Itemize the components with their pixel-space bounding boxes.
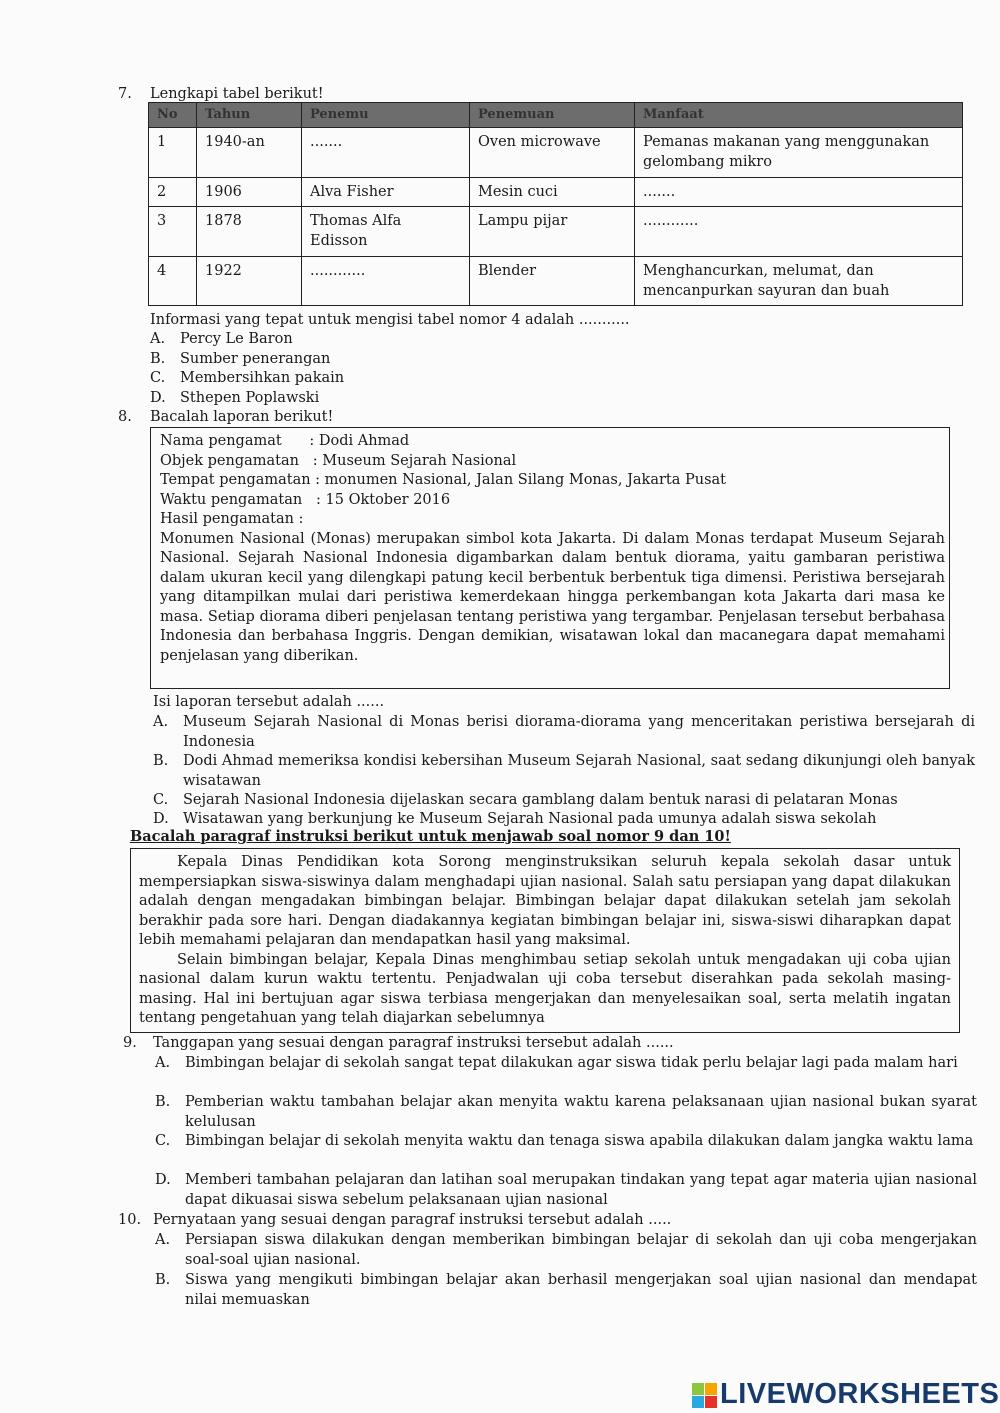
option-b[interactable]: B. Pemberian waktu tambahan belajar akan menyita waktu karena pelaksanaan ujian nasional bukan syarat kelulusan: [155, 1094, 977, 1130]
q8-number: 8.: [118, 409, 132, 425]
cell: .......: [302, 128, 470, 178]
report-line: Tempat pengamatan : monumen Nasional, Jalan Silang Monas, Jakarta Pusat: [160, 472, 726, 488]
table-row: [149, 178, 963, 207]
option-d[interactable]: D. Wisatawan yang berkunjung ke Museum Sejarah Nasional pada umunya adalah siswa sekolah: [153, 811, 877, 827]
header-tahun: Tahun: [197, 103, 302, 128]
header-penemu: Penemu: [302, 103, 470, 128]
option-b[interactable]: B. Dodi Ahmad memeriksa kondisi kebersihan Museum Sejarah Nasional, saat sedang dikunjungi oleh banyak wisatawan: [153, 753, 975, 789]
option-c[interactable]: C. Membersihkan pakain: [150, 370, 345, 386]
q7-instruction: Lengkapi tabel berikut!: [150, 86, 324, 102]
logo-icon: [692, 1383, 717, 1408]
cell: 1906: [197, 178, 302, 207]
cell: Thomas Alfa Edisson: [302, 207, 470, 257]
table-row: [149, 257, 963, 306]
report-box: [150, 427, 950, 689]
q9-number: 9.: [123, 1035, 137, 1051]
option-b[interactable]: B. Sumber penerangan: [150, 350, 331, 367]
q8-instruction: Bacalah laporan berikut!: [150, 409, 334, 425]
cell: ............: [635, 207, 963, 257]
table-row: [149, 207, 963, 257]
cell: 1878: [197, 207, 302, 257]
option-d[interactable]: D. Sthepen Poplawski: [150, 389, 320, 406]
option-b[interactable]: B. Siswa yang mengikuti bimbingan belajar akan berhasil mengerjakan soal ujian nasional dan mendapat nilai memuaskan: [155, 1272, 977, 1308]
cell: 1: [149, 128, 197, 178]
cell: 1940-an: [197, 128, 302, 178]
q7-number: 7.: [118, 86, 132, 102]
cell: ............: [302, 257, 470, 306]
cell: Mesin cuci: [470, 178, 635, 207]
cell: Oven microwave: [470, 128, 635, 178]
option-a[interactable]: A. Bimbingan belajar di sekolah sangat tepat dilakukan agar siswa tidak perlu belajar lagi pada malam hari: [155, 1055, 958, 1071]
cell: Lampu pijar: [470, 207, 635, 257]
q9-question: Tanggapan yang sesuai dengan paragraf instruksi tersebut adalah ......: [153, 1035, 674, 1051]
inventions-table: [148, 102, 963, 306]
option-d[interactable]: D. Memberi tambahan pelajaran dan latihan soal merupakan tindakan yang tepat agar materia ujian nasional dapat dikuasai siswa sebelum pelaksanaan ujian nasional: [155, 1172, 977, 1208]
option-c[interactable]: C. Sejarah Nasional Indonesia dijelaskan secara gamblang dalam bentuk narasi di pelataran Monas: [153, 792, 898, 808]
cell: Alva Fisher: [302, 178, 470, 207]
report-line: Objek pengamatan : Museum Sejarah Nasional: [160, 452, 517, 469]
header-penemuan: Penemuan: [470, 103, 635, 128]
passage-paragraph-1: Kepala Dinas Pendidikan kota Sorong menginstruksikan seluruh kepala sekolah dasar untuk mempersiapkan siswa-siswinya dalam menghadapi ujian nasional. Salah satu persiapan yang dapat dilakukan adalah dengan mengadakan bimbingan belajar. Bimbingan belajar dapat dilakukan setelah jam sekolah berakhir pada sore hari. Dengan diadakannya kegiatan bimbingan belajar ini, siswa-siswi diharapkan dapat lebih memahami pelajaran dan mendapatkan hasil yang maksimal.: [139, 854, 951, 948]
passage-heading: Bacalah paragraf instruksi berikut untuk menjawab soal nomor 9 dan 10!: [130, 828, 731, 845]
cell: 1922: [197, 257, 302, 306]
q10-number: 10.: [118, 1212, 142, 1228]
table-row: [149, 128, 963, 178]
liveworksheets-logo: [692, 1378, 999, 1411]
passage-paragraph-2: Selain bimbingan belajar, Kepala Dinas menghimbau setiap sekolah untuk mengadakan uji coba ujian nasional dalam kurun waktu tertentu. Penjadwalan uji coba tersebut diserahkan pada sekolah masing-masing. Hal ini bertujuan agar siswa terbiasa mengerjakan dan menyelesaikan soal, serta melatih ingatan tentang pengetahuan yang telah diajarkan sebelumnya: [139, 951, 951, 1026]
q10-question: Pernyataan yang sesuai dengan paragraf instruksi tersebut adalah .....: [153, 1212, 672, 1228]
option-a[interactable]: A. Museum Sejarah Nasional di Monas berisi diorama-diorama yang menceritakan peristiwa bersejarah di Indonesia: [153, 714, 975, 750]
table-header: [149, 103, 963, 128]
cell: .......: [635, 178, 963, 207]
cell: Menghancurkan, melumat, dan mencanpurkan sayuran dan buah: [635, 257, 963, 306]
header-no: No: [149, 103, 197, 128]
q7-options: [150, 330, 550, 408]
header-manfaat: Manfaat: [635, 103, 963, 128]
option-a[interactable]: A. Persiapan siswa dilakukan dengan memberikan bimbingan belajar di sekolah dan uji coba mengerjakan soal-soal ujian nasional.: [155, 1232, 977, 1268]
report-line: Waktu pengamatan : 15 Oktober 2016: [160, 491, 451, 508]
passage-box: [130, 848, 960, 1033]
option-a[interactable]: A. Percy Le Baron: [150, 331, 293, 347]
q7-question: Informasi yang tepat untuk mengisi tabel nomor 4 adalah ...........: [150, 312, 630, 328]
option-c[interactable]: C. Bimbingan belajar di sekolah menyita waktu dan tenaga siswa apabila dilakukan dalam jangka waktu lama: [155, 1133, 974, 1149]
report-body: Monumen Nasional (Monas) merupakan simbol kota Jakarta. Di dalam Monas terdapat Museum Sejarah Nasional. Sejarah Nasional Indonesia digambarkan dalam bentuk diorama, yaitu gambaran peristiwa dalam ukuran kecil yang dilengkapi patung kecil berbentuk berbentuk tiga dimensi. Peristiwa bersejarah yang ditampilkan mulai dari peristiwa kemerdekaan hingga perkembangan kota Jakarta dari masa ke masa. Setiap diorama diberi penjelasan tentang peristiwa yang tergambar. Penjelasan tersebut berbahasa Indonesia dan berbahasa Inggris. Dengan demikian, wisatawan lokal dan macanegara dapat memahami penjelasan yang diberikan.: [160, 530, 945, 664]
q8-question: Isi laporan tersebut adalah ......: [153, 694, 385, 710]
cell: Blender: [470, 257, 635, 306]
logo-text: LIVEWORKSHEETS: [720, 1378, 1000, 1410]
cell: 4: [149, 257, 197, 306]
cell: 3: [149, 207, 197, 257]
cell: 2: [149, 178, 197, 207]
cell: Pemanas makanan yang menggunakan gelombang mikro: [635, 128, 963, 178]
report-line: Nama pengamat : Dodi Ahmad: [160, 433, 410, 449]
report-line: Hasil pengamatan :: [160, 511, 304, 527]
